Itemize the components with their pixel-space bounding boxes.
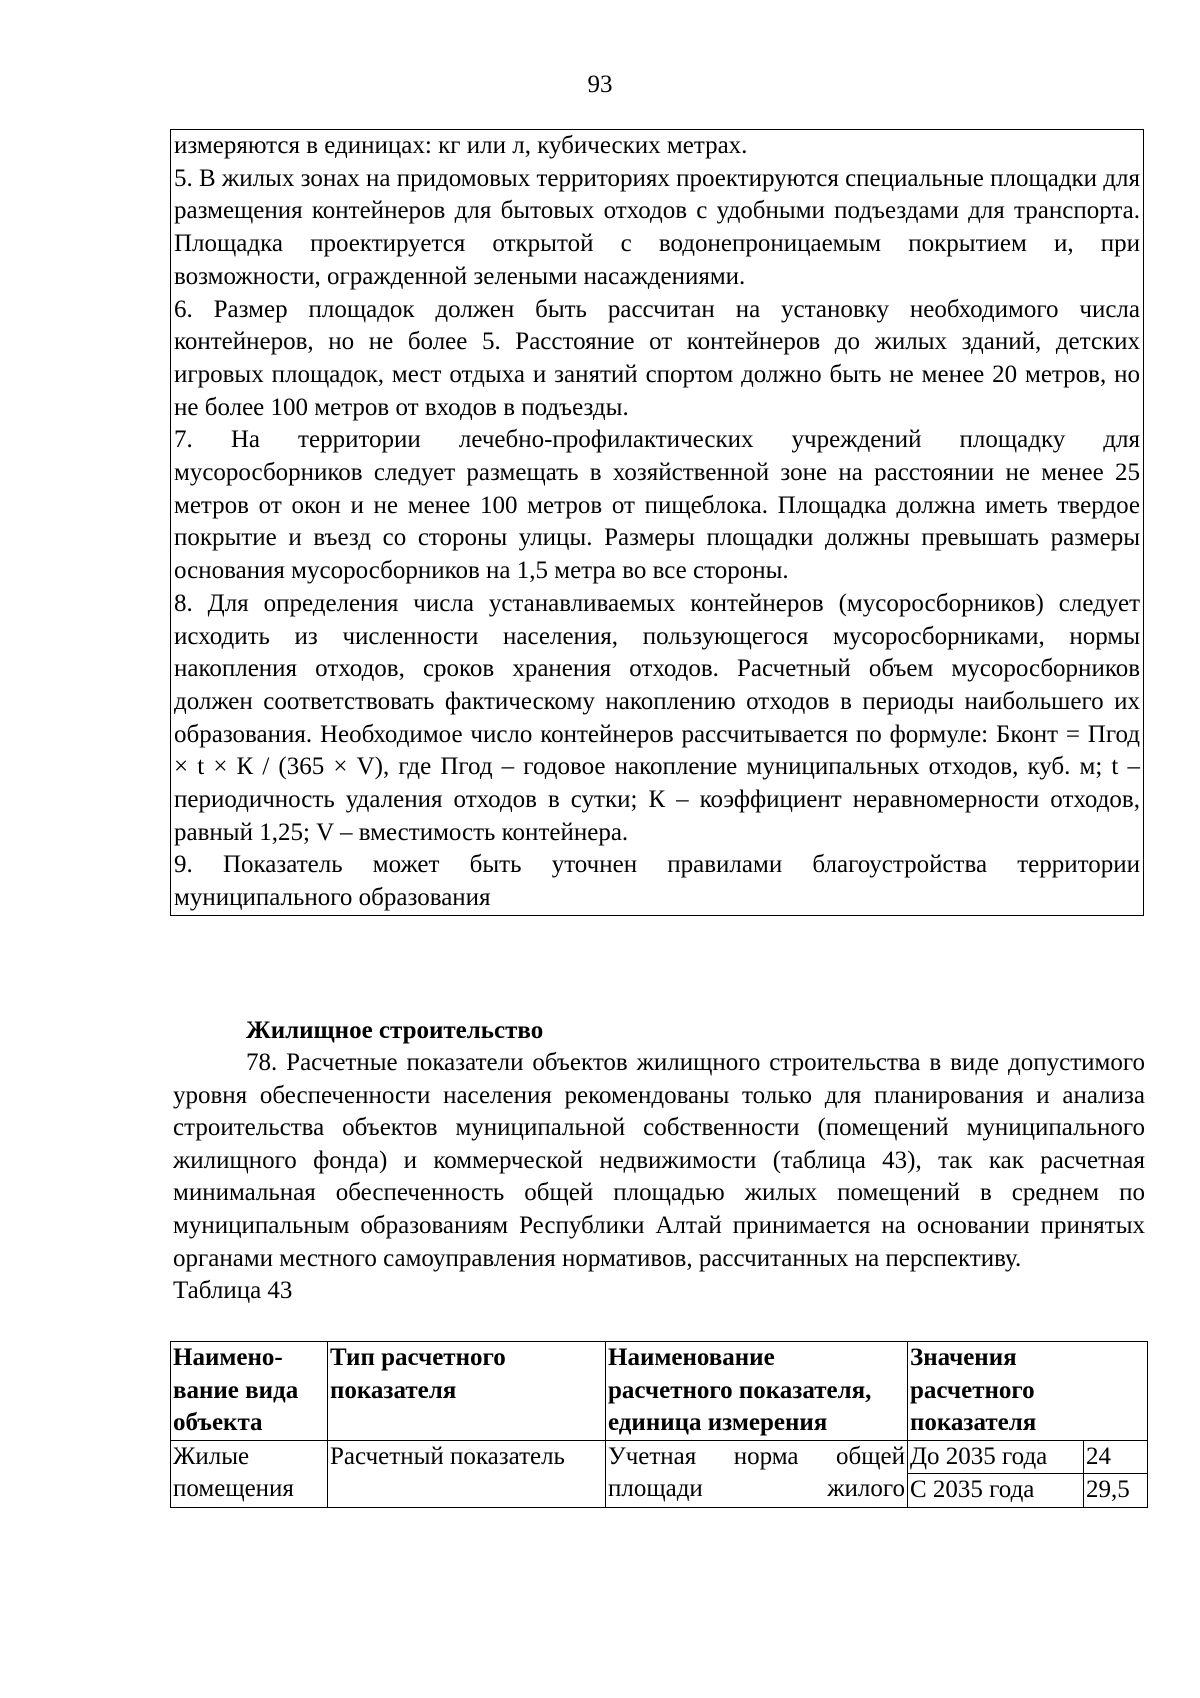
section-paragraph: 78. Расчетные показатели объектов жилищного строительства в виде допустимого уровня обеспеченности населения рекомендованы только для планирования и анализа строительства объектов муниципальной собственности (помещений муниципального жилищного фонда) и коммерческой недвижимости (таблица 43), так как расчетная минимальная обеспеченность общей площадью жилых помещений в среднем по муниципальным образованиям Республики Алтай принимается на основании принятых органами местного самоуправления нормативов, рассчитанных на перспективу. [173, 1049, 1145, 1272]
indicators-table [170, 1341, 1148, 1508]
header-indicator-name: Наименование расчетного показателя, единица измерения [606, 1342, 908, 1441]
cell-period: С 2035 года [908, 1474, 1084, 1508]
note-paragraph: 6. Размер площадок должен быть рассчитан на установку необходимого числа контейнеров, но не более 5. Расстояние от контейнеров до жилых зданий, детских игровых площадок, мест отдыха и занятий спортом должно быть не менее 20 метров, но не более 100 метров от входов в подъезды. [174, 295, 1140, 421]
note-paragraph: 9. Показатель может быть уточнен правилами благоустройства территории муниципального образования [174, 851, 1140, 912]
table-notes-box [170, 129, 1144, 916]
cell-object: Жилые помещения [171, 1440, 328, 1507]
table-caption: Таблица 43 [173, 1277, 293, 1305]
cell-value: 29,5 [1084, 1474, 1148, 1508]
housing-section [173, 1015, 1145, 1307]
header-indicator-type: Тип расчетного показателя [328, 1342, 606, 1441]
section-title: Жилищное строительство [246, 1017, 544, 1044]
header-indicator-values: Значения расчетного показателя [908, 1342, 1148, 1441]
note-paragraph: 5. В жилых зонах на придомовых территориях проектируются специальные площадки для размещения контейнеров для бытовых отходов с удобными подъездами для транспорта. Площадка проектируется открытой с водонепроницаемым покрытием и, при возможности, огражденной зелеными насаждениями. [174, 164, 1141, 290]
note-paragraph: 7. На территории лечебно-профилактических учреждений площадку для мусоросборников следует размещать в хозяйственной зоне на расстоянии не менее 25 метров от окон и не менее 100 метров от пищеблока. Площадка должна иметь твердое покрытие и въезд со стороны улицы. Размеры площадки должны превышать размеры основания мусоросборников на 1,5 метра во все стороны. [174, 426, 1140, 585]
note-paragraph: измеряются в единицах: кг или л, кубических метрах. [174, 132, 748, 159]
page-number: 93 [587, 71, 613, 98]
cell-type: Расчетный показатель [328, 1440, 606, 1507]
cell-period: До 2035 года [908, 1440, 1084, 1474]
cell-value: 24 [1084, 1440, 1148, 1474]
table-row [171, 1440, 1148, 1474]
header-object-type: Наимено-вание вида объекта [171, 1342, 328, 1441]
note-paragraph: 8. Для определения числа устанавливаемых контейнеров (мусоросборников) следует исходить из численности населения, пользующегося мусоросборниками, нормы накопления отходов, сроков хранения отходов. Расчетный объем мусоросборников должен соответствовать фактическому накоплению отходов в периоды наибольшего их образования. Необходимое число контейнеров рассчитывается по формуле: Бконт = Пгод × t × К / (365 × V), где Пгод – годовое накопление муниципальных отходов, куб. м; t – периодичность удаления отходов в сутки; К – коэффициент неравномерности отходов, равный 1,25; V – вместимость контейнера. [174, 589, 1140, 846]
cell-indicator: Учетная норма общей площади жилого [606, 1440, 908, 1507]
table-header-row [171, 1342, 1148, 1441]
